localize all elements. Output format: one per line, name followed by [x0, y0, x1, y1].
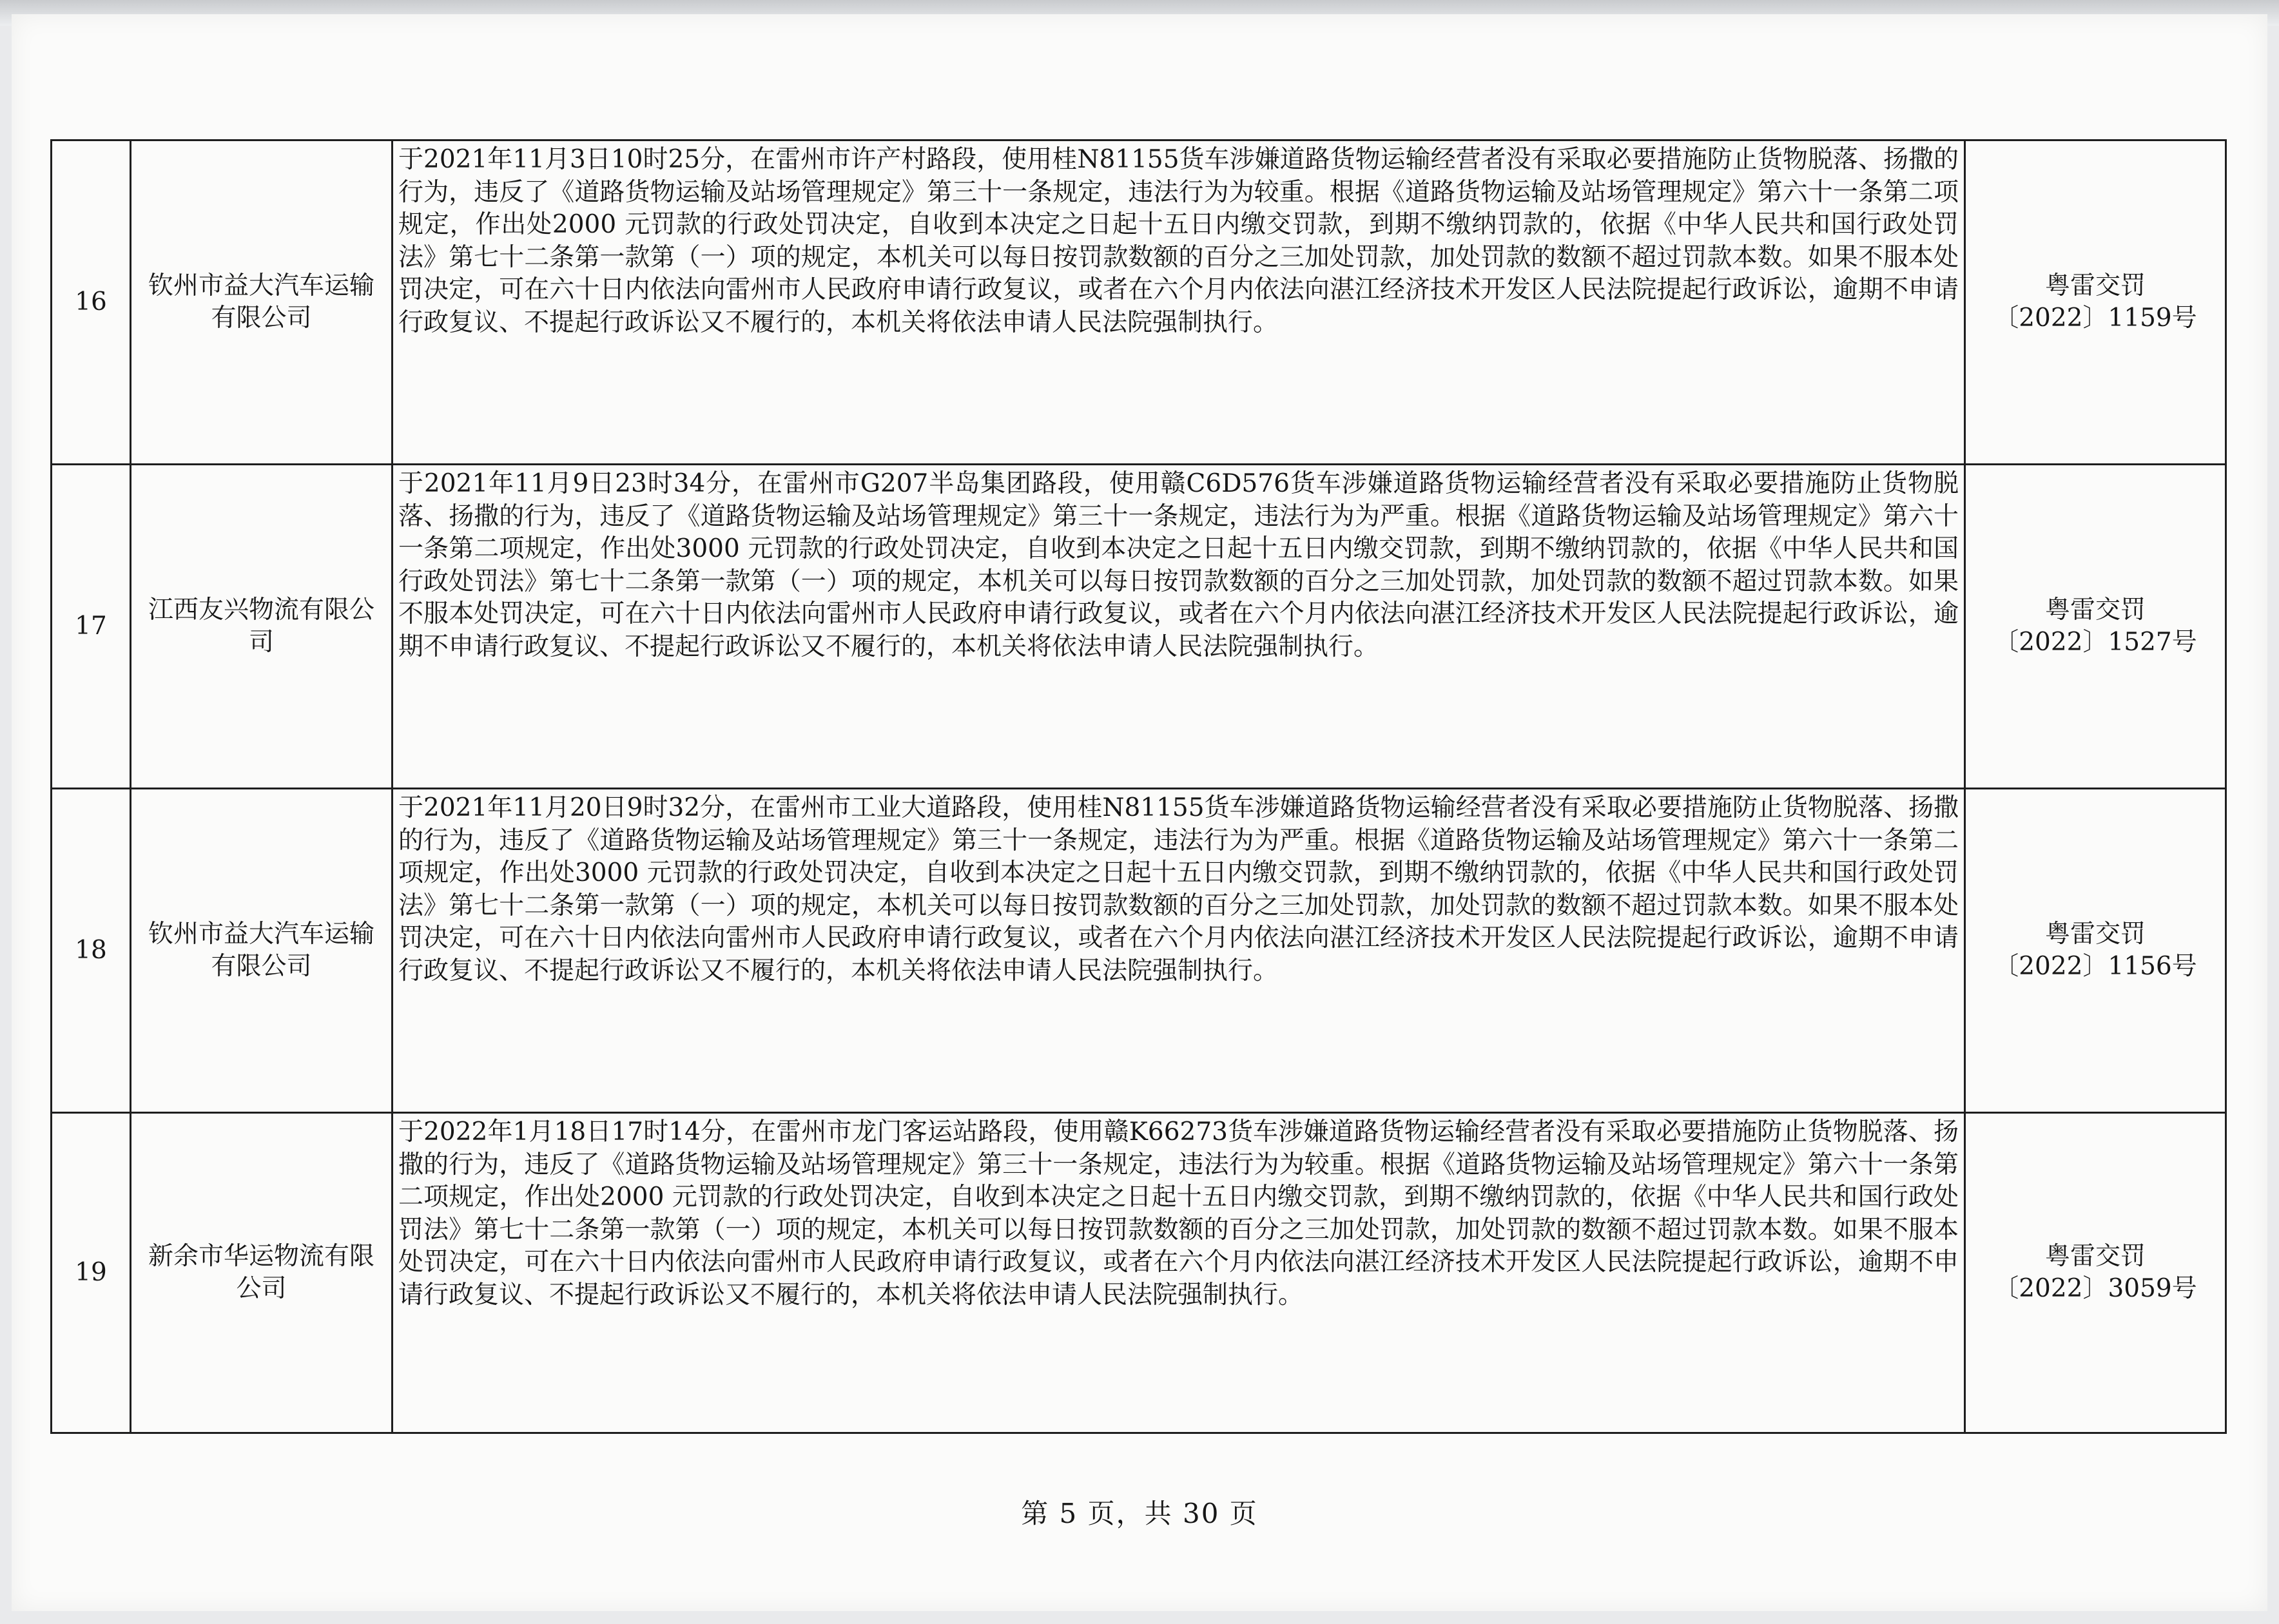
organization-name: 钦州市益大汽车运输有限公司 [131, 789, 393, 1113]
table-row [52, 465, 2226, 789]
penalty-description: 于2021年11月9日23时34分，在雷州市G207半岛集团路段，使用赣C6D576货车涉嫌道路货物运输经营者没有采取必要措施防止货物脱落、扬撒的行为，违反了《道路货物运输及站场管理规定》第三十一条规定，违法行为为严重。根据《道路货物运输及站场管理规定》第六十一条第二项规定，作出处3000 元罚款的行政处罚决定，自收到本决定之日起十五日内缴交罚款，到期不缴纳罚款的，依据《中华人民共和国行政处罚法》第七十二条第一款第（一）项的规定，本机关可以每日按罚款数额的百分之三加处罚款，加处罚款的数额不超过罚款本数。如果不服本处罚决定，可在六十日内依法向雷州市人民政府申请行政复议，或者在六个月内依法向湛江经济技术开发区人民法院提起行政诉讼，逾期不申请行政复议、不提起行政诉讼又不履行的，本机关将依法申请人民法院强制执行。 [393, 465, 1965, 789]
decision-number-code: 〔2022〕1159号 [1993, 304, 2197, 333]
page-footer: 第 5 页，共 30 页 [1021, 1498, 1258, 1529]
table-row [52, 140, 2226, 465]
organization-name: 钦州市益大汽车运输有限公司 [131, 140, 393, 465]
table-row [52, 789, 2226, 1113]
decision-number-prefix: 粤雷交罚 [2044, 919, 2146, 949]
penalty-table [50, 139, 2227, 1434]
decision-number-code: 〔2022〕3059号 [1993, 1274, 2197, 1303]
decision-number [1965, 140, 2226, 465]
decision-number [1965, 789, 2226, 1113]
decision-number-prefix: 粤雷交罚 [2044, 1241, 2146, 1271]
decision-number [1965, 465, 2226, 789]
penalty-description: 于2022年1月18日17时14分，在雷州市龙门客运站路段，使用赣K66273货车涉嫌道路货物运输经营者没有采取必要措施防止货物脱落、扬撒的行为，违反了《道路货物运输及站场管理规定》第三十一条规定，违法行为为较重。根据《道路货物运输及站场管理规定》第六十一条第二项规定，作出处2000 元罚款的行政处罚决定，自收到本决定之日起十五日内缴交罚款，到期不缴纳罚款的，依据《中华人民共和国行政处罚法》第七十二条第一款第（一）项的规定，本机关可以每日按罚款数额的百分之三加处罚款，加处罚款的数额不超过罚款本数。如果不服本处罚决定，可在六十日内依法向雷州市人民政府申请行政复议，或者在六个月内依法向湛江经济技术开发区人民法院提起行政诉讼，逾期不申请行政复议、不提起行政诉讼又不履行的，本机关将依法申请人民法院强制执行。 [393, 1113, 1965, 1433]
organization-name: 江西友兴物流有限公司 [131, 465, 393, 789]
decision-number-prefix: 粤雷交罚 [2044, 595, 2146, 624]
penalty-description: 于2021年11月20日9时32分，在雷州市工业大道路段，使用桂N81155货车涉嫌道路货物运输经营者没有采取必要措施防止货物脱落、扬撒的行为，违反了《道路货物运输及站场管理规定》第三十一条规定，违法行为为严重。根据《道路货物运输及站场管理规定》第六十一条第二项规定，作出处3000 元罚款的行政处罚决定，自收到本决定之日起十五日内缴交罚款，到期不缴纳罚款的，依据《中华人民共和国行政处罚法》第七十二条第一款第（一）项的规定，本机关可以每日按罚款数额的百分之三加处罚款，加处罚款的数额不超过罚款本数。如果不服本处罚决定，可在六十日内依法向雷州市人民政府申请行政复议，或者在六个月内依法向湛江经济技术开发区人民法院提起行政诉讼，逾期不申请行政复议、不提起行政诉讼又不履行的，本机关将依法申请人民法院强制执行。 [393, 789, 1965, 1113]
decision-number [1965, 1113, 2226, 1433]
row-number: 18 [52, 789, 131, 1113]
decision-number-code: 〔2022〕1156号 [1993, 952, 2197, 981]
table-row [52, 1113, 2226, 1433]
decision-number-code: 〔2022〕1527号 [1993, 628, 2197, 657]
penalty-description: 于2021年11月3日10时25分，在雷州市许产村路段，使用桂N81155货车涉嫌道路货物运输经营者没有采取必要措施防止货物脱落、扬撒的行为，违反了《道路货物运输及站场管理规定》第三十一条规定，违法行为为较重。根据《道路货物运输及站场管理规定》第六十一条第二项规定，作出处2000 元罚款的行政处罚决定，自收到本决定之日起十五日内缴交罚款，到期不缴纳罚款的，依据《中华人民共和国行政处罚法》第七十二条第一款第（一）项的规定，本机关可以每日按罚款数额的百分之三加处罚款，加处罚款的数额不超过罚款本数。如果不服本处罚决定，可在六十日内依法向雷州市人民政府申请行政复议，或者在六个月内依法向湛江经济技术开发区人民法院提起行政诉讼，逾期不申请行政复议、不提起行政诉讼又不履行的，本机关将依法申请人民法院强制执行。 [393, 140, 1965, 465]
organization-name: 新余市华运物流有限公司 [131, 1113, 393, 1433]
row-number: 17 [52, 465, 131, 789]
row-number: 16 [52, 140, 131, 465]
row-number: 19 [52, 1113, 131, 1433]
decision-number-prefix: 粤雷交罚 [2044, 271, 2146, 300]
